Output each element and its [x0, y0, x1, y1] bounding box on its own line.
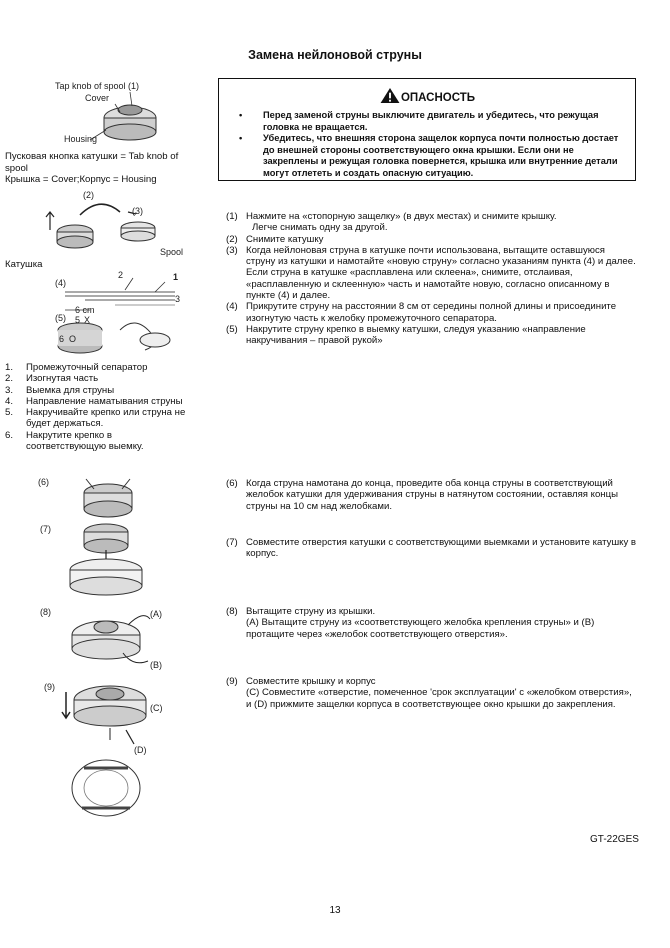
step-7-block — [226, 537, 636, 560]
spool-caption: Катушка — [5, 259, 43, 270]
fig6-label: (6) — [38, 477, 49, 487]
danger-heading — [219, 87, 635, 104]
marker-o: O — [69, 334, 77, 344]
list-item: 6. Накрутите крепко в соответствующую выемку. — [5, 429, 144, 453]
step-4: (4) Прикрутите струну на расстоянии 8 см от середины полной длины и присоедините изогнутую часть к желобку промежуточного сепаратора. — [226, 301, 617, 324]
figA-label: (A) — [150, 609, 162, 619]
cover-housing-figure — [55, 78, 170, 148]
figure-6-drawing — [38, 475, 158, 520]
marker-2: 2 — [118, 270, 124, 280]
cover-caption: Пусковая кнопка катушки = Tab knob of spool — [5, 151, 179, 174]
step-6: (6) Когда струна намотана до конца, проведите оба конца струны в соответствующий желобок катушки для удерживания струны в натянутом состоянии, оставляя концы струны на 10 см над желобками. — [226, 478, 618, 512]
figure-6 — [38, 475, 158, 520]
step-1: (1) Нажмите на «стопорную защелку» (в двух местах) и снимите крышку. Легче снимать одну за другой. — [226, 211, 557, 234]
spool-parts-list — [5, 362, 195, 452]
fig5-label: (5) — [55, 313, 66, 323]
figure-9 — [38, 678, 178, 828]
string-winding-figure — [55, 270, 185, 360]
danger-box — [218, 78, 636, 181]
steps-1-5 — [226, 211, 636, 347]
step-7: (7) Совместите отверстия катушки с соответствующими выемками и установите катушку в корпус. — [226, 537, 637, 560]
page-title: Замена нейлоновой струны — [248, 48, 422, 62]
figure-8 — [38, 605, 178, 675]
list-item: 3. Выемка для струны — [5, 384, 115, 396]
step-9: (9) Совместите крышку и корпус (C) Совместите «отверстие, помеченное 'срок эксплуатации' с «желобком отверстия», и (D) прижмите защелки корпуса в соответствующее окно крышки до закрепления. — [226, 676, 632, 710]
step-6-block — [226, 478, 636, 512]
fig3-label: (3) — [132, 206, 143, 216]
figB-label: (B) — [150, 660, 162, 670]
list-item: 5. Накручивайте крепко или струна не будет держаться. — [5, 407, 186, 430]
fig7-label: (7) — [40, 524, 51, 534]
list-item: 4. Направление наматывания струны — [5, 395, 183, 407]
step-2: (2) Снимите катушку — [226, 233, 324, 245]
spool-label: Spool — [160, 247, 184, 257]
danger-item: • Убедитесь, что внешняя сторона защелок корпуса почти полностью достает до внешней стороны соответствующего окна крышки. Если они не закреплены и режущая головка повернется, крышка или внутренние детали могут отлететь и создать опасную ситуацию. — [239, 133, 619, 178]
cm-label: 6 cm — [75, 305, 95, 315]
danger-heading-text: ОПАСНОСТЬ — [400, 92, 476, 104]
cover-label: Cover — [85, 93, 110, 103]
marker-x: X — [84, 315, 91, 325]
step-8: (8) Вытащите струну из крышки. (A) Вытащите струну из «соответствующего желобка крепления струны» и (B) протащите через «желобок соответствующего отверстия». — [226, 606, 595, 640]
list-item: 1. Промежуточный сепаратор — [5, 362, 148, 373]
page-number: 13 — [329, 905, 341, 916]
tap-knob-label: Tap knob of spool (1) — [55, 81, 140, 91]
housing-label: Housing — [64, 134, 98, 144]
figC-label: (C) — [150, 703, 163, 713]
danger-list — [219, 110, 635, 180]
step-8-block — [226, 606, 636, 640]
spool-drawing — [40, 190, 180, 260]
marker-3: 3 — [175, 294, 181, 304]
step-9-block — [226, 676, 636, 710]
marker-5: 5 — [75, 315, 81, 325]
model-number: GT-22GES — [590, 834, 639, 845]
fig2-label: (2) — [83, 190, 94, 200]
marker-6: 6 — [59, 334, 65, 344]
figure-7 — [38, 520, 168, 600]
danger-item: • Перед заменой струны выключите двигатель и убедитесь, что режущая головка не вращается. — [239, 110, 599, 132]
step-5: (5) Накрутите струну крепко в выемку катушки, следуя указанию «направление накручивания – правой рукой» — [226, 323, 586, 347]
list-item: 2. Изогнутая часть — [5, 373, 99, 385]
fig8-label: (8) — [40, 607, 51, 617]
figD-label: (D) — [134, 745, 147, 755]
figure-9-drawing — [38, 678, 178, 828]
fig9-label: (9) — [44, 682, 55, 692]
spool-removal-figure — [40, 190, 184, 260]
figure-7-drawing — [38, 520, 168, 600]
cover-caption-2: Крышка = Cover;Корпус = Housing — [5, 174, 157, 185]
step-3: (3) Когда нейлоновая струна в катушке почти использована, вытащите оставшуюся струну из катушки и намотайте «новую струну» согласно указаниям пункта (4) и далее. Если струна в катушке «расплавлена или склеена», снимите, отслаивая, «расплавленную и склеенную» часть и намотайте новую, согласно описанному в пункте (4) и далее. — [226, 244, 636, 302]
warning-triangle-icon — [379, 87, 401, 104]
fig4-label: (4) — [55, 278, 66, 288]
marker-1: 1 — [173, 272, 179, 282]
